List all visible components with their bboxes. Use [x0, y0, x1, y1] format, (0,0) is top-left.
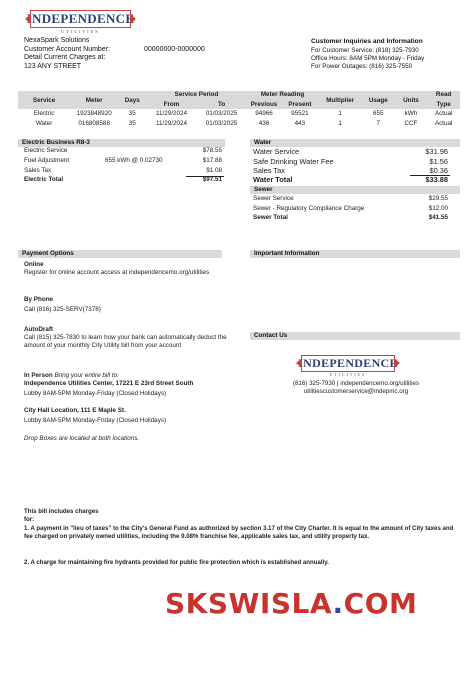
total-label: Electric Total	[24, 176, 64, 183]
cell-service: Water	[35, 120, 53, 127]
col-from: From	[146, 99, 196, 109]
charge-amount: $17.88	[202, 157, 222, 164]
cell-service: Electric	[33, 110, 55, 117]
charge-amount: $78.55	[202, 147, 222, 154]
logo-subtitle: UTILITIES	[329, 372, 367, 377]
col-service: Service	[18, 91, 70, 109]
autodraft-title: AutoDraft	[24, 326, 54, 333]
cell-from: 11/29/2024	[155, 110, 187, 117]
watermark-text: SKSWISLA	[165, 587, 333, 620]
charge-label: Sales Tax	[24, 167, 52, 174]
charge-amount: $12.00	[428, 205, 448, 212]
charge-line	[24, 157, 222, 165]
charge-amount: $1.56	[429, 157, 448, 166]
charge-label: Electric Service	[24, 147, 68, 154]
phone-text: Call (816) 325-SERV(7378)	[24, 305, 101, 313]
company-name: NexaSpark Solutions	[24, 37, 90, 44]
cell-units: CCF	[404, 120, 418, 127]
charge-amount: $29.55	[428, 195, 448, 202]
online-title: Online	[24, 261, 44, 268]
water-section-header: Water	[250, 139, 460, 147]
charges-intro	[24, 508, 454, 524]
charge-line	[24, 147, 222, 155]
service-address: 123 ANY STREET	[24, 62, 82, 70]
cell-multiplier: 1	[338, 110, 342, 117]
charges-note-1: 1. A payment in "lieu of taxes" to the City's General Fund as authorized by section 3.17 of the City Charter. It is equal to the amount of City taxes and fee charged on privately owned utilities, including the 9.08% franchise fee, applicable sales tax, and utility property tax.	[24, 525, 454, 540]
total-amount: $33.88	[425, 175, 448, 184]
charge-label: Safe Drinking Water Fee	[253, 157, 334, 166]
charge-label: Sewer - Regulatory Compliance Charge	[253, 205, 365, 212]
service-table	[18, 91, 460, 129]
sewer-section-header: Sewer	[250, 186, 460, 194]
account-header	[24, 37, 205, 71]
watermark	[165, 587, 418, 620]
inquiries-title: Customer Inquiries and Information	[311, 38, 423, 45]
autodraft-text: Call (815) 325-7830 to learn how your bank can automatically deduct the amount of your monthly City Utility bill from your account	[24, 333, 227, 349]
cell-present: 95521	[291, 110, 309, 117]
sewer-total	[253, 214, 448, 222]
cell-days: 35	[128, 120, 136, 127]
cell-from: 11/29/2024	[155, 120, 187, 127]
col-multiplier: Multiplier	[318, 91, 362, 109]
col-units: Units	[395, 91, 428, 109]
cell-days: 35	[128, 110, 136, 117]
charge-line	[253, 195, 448, 203]
inquiries-line: For Power Outages: (816) 325-7550	[311, 62, 413, 70]
inquiries-line: Office Hours: 8AM 5PM Monday - Friday	[311, 54, 425, 62]
company-logo	[26, 9, 135, 35]
logo-name: INDEPENDENCE	[298, 355, 398, 370]
cell-units: kWh	[404, 110, 418, 117]
col-read: Read	[427, 91, 460, 99]
table-header-row	[18, 91, 460, 99]
in-person-note: Bring your entire bill to:	[54, 372, 119, 379]
phone-title: By Phone	[24, 296, 54, 303]
customer-inquiries	[311, 38, 424, 71]
inquiries-line: For Customer Service: (818) 325-7930	[311, 46, 419, 54]
cell-usage: 7	[376, 120, 381, 127]
cell-previous: 436	[258, 120, 270, 127]
col-usage: Usage	[362, 91, 395, 109]
contact-us-header: Contact Us	[250, 332, 460, 340]
charge-label: Fuel Adjustment	[24, 157, 70, 164]
col-present: Present	[281, 99, 318, 109]
charge-detail: 655 kWh @ 0.02730	[105, 157, 163, 164]
phone-option	[24, 296, 229, 314]
col-meter-reading: Meter Reading	[247, 91, 319, 99]
watermark-dot: .	[332, 587, 344, 620]
cell-meter: 016808588	[78, 120, 110, 127]
total-label: Water Total	[253, 175, 293, 184]
drop-box-note: Drop Boxes are located at both locations.	[24, 435, 140, 442]
in-person-title: In Person	[24, 372, 53, 379]
charge-amount: $31.96	[425, 147, 448, 156]
col-previous: Previous	[247, 99, 282, 109]
charge-label: Water Service	[253, 147, 300, 156]
charge-label: Sewer Service	[253, 195, 294, 202]
autodraft-option	[24, 326, 229, 350]
account-number: 00000000-0000000	[144, 45, 205, 53]
charge-line	[253, 157, 448, 166]
charges-note-2: 2. A charge for maintaining fire hydrants provided for public fire protection which is established annually.	[24, 559, 329, 566]
payment-options-header: Payment Options	[18, 250, 222, 258]
cell-type: Actual	[434, 120, 453, 127]
charges-intro-line: This bill includes charges	[24, 508, 99, 515]
charge-line	[253, 205, 448, 213]
col-meter: Meter	[70, 91, 118, 109]
charge-line	[253, 147, 448, 156]
contact-phone-web: (816) 325-7930 | independencemo.org/utilities	[292, 380, 420, 387]
charge-line	[24, 167, 222, 175]
col-to: To	[197, 99, 247, 109]
watermark-text: COM	[343, 587, 418, 620]
cell-previous: 94966	[255, 110, 273, 117]
in-person-option	[24, 372, 229, 398]
charge-amount: $0.36	[429, 166, 448, 175]
col-type: Type	[427, 99, 460, 109]
contact-info	[252, 380, 460, 397]
important-info-header: Important Information	[250, 250, 460, 258]
total-amount: $97.51	[202, 176, 222, 183]
col-service-period: Service Period	[146, 91, 246, 99]
location-utilities-center: Independence Utilities Center, 17221 E 23rd Street South	[24, 379, 194, 387]
online-text: Register for online account access at independencemo.org/utilities	[24, 268, 210, 276]
cell-present: 443	[294, 120, 306, 127]
total-amount: $41.55	[428, 214, 448, 221]
city-hall-option	[24, 407, 229, 425]
cell-type: Actual	[434, 110, 453, 117]
charges-intro-line: for:	[24, 515, 35, 523]
charge-label: Sales Tax	[253, 166, 285, 175]
account-number-label: Customer Account Number:	[24, 45, 110, 53]
contact-email: utilitiescustomerservice@indepmc.org	[303, 388, 409, 396]
cell-to: 01/03/2025	[205, 120, 238, 127]
location-hours: Lobby 8AM-5PM Monday-Friday (Closed Holidays)	[24, 389, 167, 397]
location-city-hall: City Hall Location, 111 E Maple St.	[24, 407, 126, 414]
contact-logo	[298, 354, 398, 378]
water-total	[253, 175, 448, 184]
cell-meter: 1923848920	[76, 110, 112, 117]
payment-options	[24, 261, 229, 277]
table-row	[18, 119, 460, 129]
total-label: Sewer Total	[253, 214, 288, 221]
electric-total	[24, 176, 222, 184]
location-hours: Lobby 8AM-5PM Monday-Friday (Closed Holidays)	[24, 416, 167, 424]
charge-line	[253, 166, 448, 175]
charge-amount: $1.08	[206, 167, 222, 174]
logo-subtitle: UTILITIES	[61, 29, 100, 35]
cell-usage: 655	[373, 110, 384, 117]
electric-section-header: Electric Business R8-3	[18, 139, 225, 147]
detail-label: Detail Current Charges at:	[24, 54, 106, 62]
cell-to: 01/03/2025	[205, 110, 238, 117]
cell-multiplier: 1	[338, 120, 342, 127]
col-days: Days	[118, 91, 146, 109]
logo-name: INDEPENDENCE	[26, 10, 135, 26]
table-row	[18, 109, 460, 119]
